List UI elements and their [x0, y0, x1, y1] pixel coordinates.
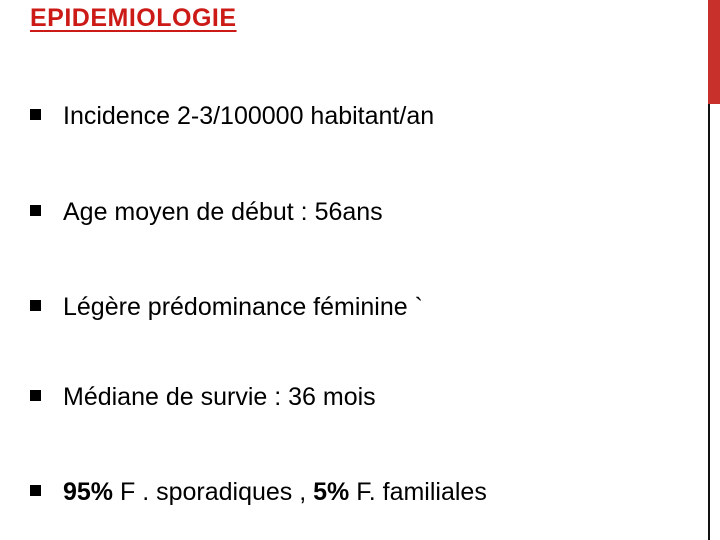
familial-label: F. familiales [349, 478, 487, 506]
sporadic-label: F . sporadiques , [113, 478, 314, 506]
square-bullet-icon [30, 205, 41, 216]
square-bullet-icon [30, 390, 41, 401]
square-bullet-icon [30, 300, 41, 311]
familial-percent: 5% [313, 478, 350, 506]
bullet-text: Légère prédominance féminine ` [63, 293, 423, 321]
square-bullet-icon [30, 109, 41, 120]
bullet-text: Age moyen de début : 56ans [63, 198, 383, 226]
sporadic-percent: 95% [63, 478, 114, 506]
bullet-text: Incidence 2-3/100000 habitant/an [63, 102, 435, 130]
bullet-text: Médiane de survie : 36 mois [63, 383, 376, 411]
side-divider-line [708, 104, 710, 540]
bullet-text [63, 477, 487, 507]
accent-bar [708, 0, 720, 104]
square-bullet-icon [30, 485, 41, 496]
slide-title: EPIDEMIOLOGIE [30, 4, 237, 32]
